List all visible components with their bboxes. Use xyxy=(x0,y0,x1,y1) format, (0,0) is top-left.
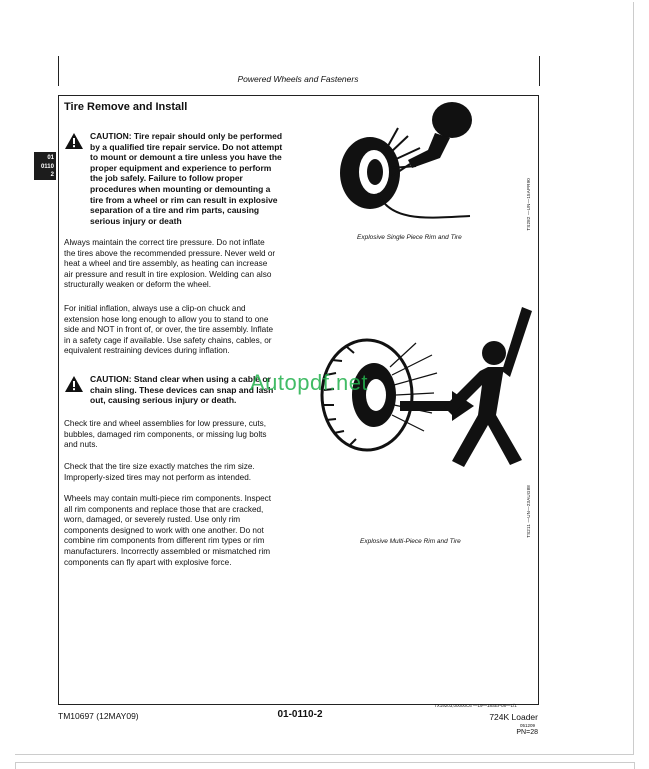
text-line: air pressure and result in tire explosion. Welding can also xyxy=(64,269,272,279)
caution-line: the job safely. Failure to follow proper xyxy=(90,173,243,184)
section-title: Tire Remove and Install xyxy=(64,101,188,113)
caution-line: tire from a wheel or rim can result in explosive xyxy=(90,194,278,205)
tab-line-1: 01 xyxy=(47,155,54,161)
section-tab xyxy=(34,152,56,180)
caution-line: procedures when mounting or demounting a xyxy=(90,183,271,194)
warning-icon xyxy=(64,375,84,393)
tab-line-3: 2 xyxy=(50,172,54,178)
text-line: bubbles, damaged rim components, or missing lug bolts xyxy=(64,429,267,439)
paragraph-tire-pressure xyxy=(64,238,314,291)
caution-line: CAUTION: Tire repair should only be performed xyxy=(90,131,283,141)
text-line: all rim components and replace those that are cracked, xyxy=(64,504,264,514)
paragraph-multi-piece-rims xyxy=(64,494,314,568)
warning-icon xyxy=(64,132,84,150)
caution-block-1 xyxy=(90,131,320,226)
figure-caption-1: Explosive Single Piece Rim and Tire xyxy=(357,234,462,241)
header-title: Powered Wheels and Fasteners xyxy=(237,74,359,84)
caution-line: CAUTION: Stand clear when using a cable or xyxy=(90,374,271,384)
paragraph-check-assemblies xyxy=(64,419,314,451)
paragraph-initial-inflation xyxy=(64,304,314,357)
text-line: manufacturers. Incorrectly assembled or mismatched rim xyxy=(64,546,271,556)
text-line: structurally weaken or deform the wheel. xyxy=(64,280,211,290)
model-name: 724K Loader xyxy=(489,712,538,722)
doc-reference: TX19203,00000C6 —19—18SEP08—1/1 xyxy=(434,703,517,708)
caution-line: out, causing serious injury or death. xyxy=(90,395,237,406)
text-line: the tires above the recommended pressure. Never weld or xyxy=(64,248,276,258)
text-line: side and NOT in front of, or over, the tire assembly. Inflate xyxy=(64,325,274,335)
text-line: For initial inflation, always use a clip-on chuck and xyxy=(64,304,246,313)
text-line: equivalent restraining devices during inflation. xyxy=(64,346,230,356)
watermark: Autopdf.net xyxy=(250,370,369,395)
tab-line-2: 0110 xyxy=(40,163,54,170)
page-border-bottom xyxy=(15,762,635,769)
caution-line: chain sling. These devices can snap and lash xyxy=(90,384,274,395)
text-line: in a safety cage if available. Use safety chains, cables, or xyxy=(64,335,272,345)
text-line: Check that the tire size exactly matches the rim size. xyxy=(64,462,255,471)
figure-single-piece-rim xyxy=(330,98,510,233)
caution-line: serious injury or death xyxy=(90,215,182,226)
text-line: Improperly-sized tires may not perform as intended. xyxy=(64,472,252,482)
caution-line: to mount or demount a tire unless you have the xyxy=(90,152,282,163)
text-line: heat a wheel and tire assembly, as heating can increase xyxy=(64,259,268,269)
text-line: Always maintain the correct tire pressure. Do not inflate xyxy=(64,238,265,247)
text-line: components designed to work with one another. Do not xyxy=(64,525,264,535)
pn-number: PN=28 xyxy=(516,729,538,736)
caution-line: by a qualified tire repair service. Do not attempt xyxy=(90,141,283,152)
text-line: worn, damaged, or severely rusted. Use only rim xyxy=(64,515,241,525)
caution-line: separation of a tire and rim parts, causing xyxy=(90,205,260,216)
text-line: and nuts. xyxy=(64,440,98,450)
text-line: Check tire and wheel assemblies for low pressure, cuts, xyxy=(64,419,267,428)
manual-id: TM10697 (12MAY09) xyxy=(58,711,139,721)
caution-line: proper equipment and experience to perform xyxy=(90,162,272,173)
text-line: combine rim components from different rim types or rim xyxy=(64,536,265,546)
figure-id-1: TS282 —UN—15APR90 xyxy=(526,178,531,231)
print-date: 051209 xyxy=(520,723,536,728)
figure-id-2: TS211 —UN—23AUG88 xyxy=(526,485,531,538)
paragraph-tire-size xyxy=(64,462,314,483)
figure-caption-2: Explosive Multi-Piece Rim and Tire xyxy=(360,538,461,545)
text-line: Wheels may contain multi-piece rim components. Inspect xyxy=(64,494,272,503)
page-number: 01-0110-2 xyxy=(277,709,323,720)
text-line: components can fly apart with explosive force. xyxy=(64,557,232,567)
text-line: extension hose long enough to allow you to stand to one xyxy=(64,314,269,324)
